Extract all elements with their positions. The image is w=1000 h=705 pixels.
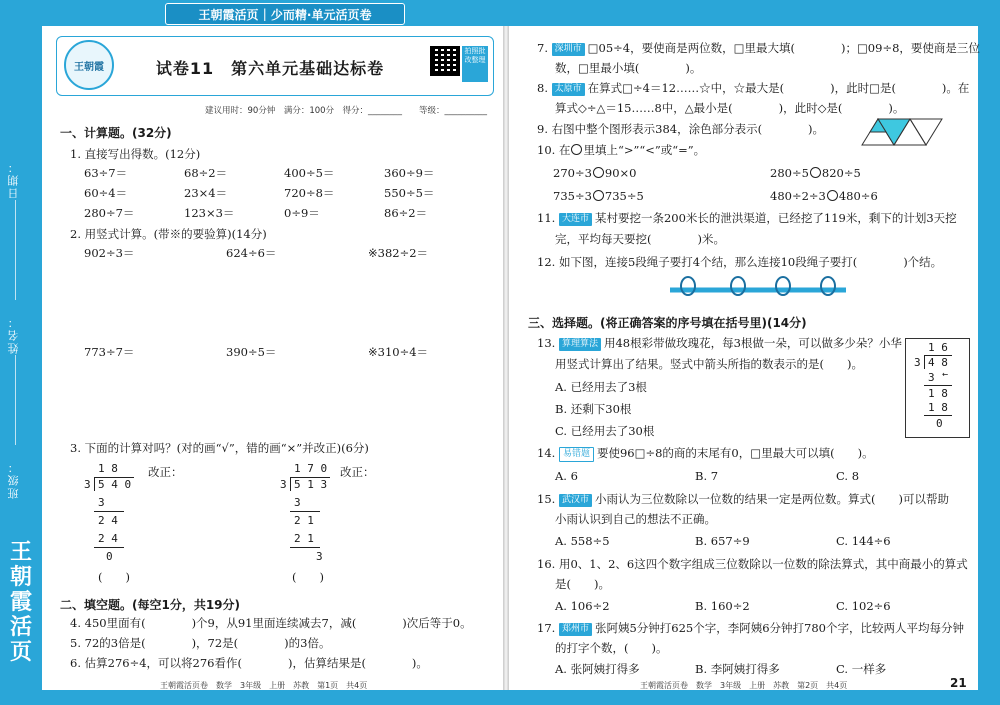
paper-title: 试卷11 第六单元基础达标卷 xyxy=(155,59,385,78)
brand-banner xyxy=(165,3,405,25)
remainder-1: 1 8 xyxy=(928,387,948,400)
q2-title: 2. 用竖式计算。(带※的要验算)(14分) xyxy=(70,227,267,241)
q1-item: 720÷8＝ xyxy=(284,186,335,200)
q2-item: ※382÷2＝ xyxy=(368,246,429,260)
q17-option-c[interactable]: C. 一样多 xyxy=(836,662,887,676)
q7-number: 7. xyxy=(537,41,548,55)
q1-item: 400÷5＝ xyxy=(284,166,335,180)
q4-text: 4. 450里面有( )个9，从91里面连续减去7，减( )次后等于0。 xyxy=(70,616,472,630)
q13-division xyxy=(905,338,970,438)
q1-item: 86÷2＝ xyxy=(384,206,428,220)
side-date-line xyxy=(15,200,16,300)
q14-line-1: 要使96□÷8的商的末尾有0，□里最大可以填( )。 xyxy=(596,446,874,460)
q8-text xyxy=(537,81,969,96)
remainder-2: 3 xyxy=(316,550,323,563)
division-line xyxy=(94,511,124,512)
triangle xyxy=(910,119,942,145)
q3-correct-label: 改正： xyxy=(148,465,183,479)
qr-label: 拍照批改整理 xyxy=(462,46,488,82)
q14-number: 14. xyxy=(537,446,556,460)
q14-option-a[interactable]: A. 6 xyxy=(555,469,578,483)
topic-tag: 易错题 xyxy=(559,447,594,462)
rope-figure xyxy=(668,272,848,302)
q16-line-1: 16. 用0、1、2、6这四个数字组成三位数除以一位数的除法算式，其中商最小的算式 xyxy=(537,557,968,571)
q9-figure xyxy=(860,117,948,147)
q14-option-b[interactable]: B. 7 xyxy=(695,469,719,483)
remainder-1: 2 1 xyxy=(294,514,314,527)
remainder-1: 2 4 xyxy=(98,514,118,527)
q14-text xyxy=(537,446,874,462)
q15-line-1: 小雨认为三位数除以一位数的结果一定是两位数。算式( )可以帮助 xyxy=(594,492,949,506)
q1-item: 23×4＝ xyxy=(184,186,228,200)
q17-option-b[interactable]: B. 李阿姨打得多 xyxy=(695,662,780,676)
remainder-2: 0 xyxy=(106,550,113,563)
subtract-1: 3 xyxy=(98,496,105,509)
footer-left: 王朝霞活页卷 数学 3年级 上册 苏教 第1页 共4页 xyxy=(160,681,368,690)
q1-title: 1. 直接写出得数。(12分) xyxy=(70,147,201,161)
q12-text: 12. 如下图，连接5段绳子要打4个结，那么连接10段绳子要打( )个结。 xyxy=(537,255,943,269)
q3-answer-blank[interactable]: ( ) xyxy=(98,570,130,584)
side-brand-char: 页 xyxy=(9,640,32,665)
q13-option-c[interactable]: C. 已经用去了30根 xyxy=(555,424,655,438)
dividend: 4 8 xyxy=(928,356,948,369)
expr: 735÷3 xyxy=(553,189,592,203)
quotient: 1 8 xyxy=(98,462,118,475)
side-brand-char: 霞 xyxy=(9,590,32,615)
q2-item: 773÷7＝ xyxy=(84,345,135,359)
q17-option-a[interactable]: A. 张阿姨打得多 xyxy=(555,662,640,676)
q16-option-b[interactable]: B. 160÷2 xyxy=(695,599,750,613)
subtract-2: 2 1 xyxy=(294,532,314,545)
circle-icon xyxy=(571,144,582,155)
topic-tag: 算理算法 xyxy=(559,338,601,351)
q2-item: ※310÷4＝ xyxy=(368,345,429,359)
expr: 480÷2÷3 xyxy=(770,189,826,203)
compare-circle[interactable] xyxy=(827,190,838,201)
q15-option-c[interactable]: C. 144÷6 xyxy=(836,534,891,548)
divisor: 3 xyxy=(84,478,91,491)
side-class-label: 班级： xyxy=(7,460,20,499)
q10-instruction: 里填上“>”“<”或“=”。 xyxy=(583,143,706,157)
expr: 280÷5 xyxy=(770,166,809,180)
brand-slogan: 少而精·单元活页卷 xyxy=(270,7,372,22)
section-2-title: 二、填空题。(每空1分，共19分) xyxy=(60,598,241,612)
quotient: 1 6 xyxy=(928,341,948,354)
q13-number: 13. xyxy=(537,336,556,350)
division-line xyxy=(924,415,952,416)
q1-item: 0÷9＝ xyxy=(284,206,320,220)
brand-name: 王朝霞活页 xyxy=(198,7,259,22)
q10-item xyxy=(770,189,878,203)
arrow-left-icon: ← xyxy=(942,369,949,380)
dividend: 5 1 3 xyxy=(294,478,328,491)
q8-number: 8. xyxy=(537,81,548,95)
q11-line-1: 某村要挖一条200米长的泄洪渠道，已经挖了119米，剩下的计划3天挖 xyxy=(594,211,957,225)
division-bar xyxy=(924,355,925,369)
region-tag: 武汉市 xyxy=(559,494,592,507)
side-date-label: 日期： xyxy=(7,160,20,199)
q14-option-c[interactable]: C. 8 xyxy=(836,469,860,483)
qr-code-icon[interactable] xyxy=(430,46,460,76)
q10-text xyxy=(537,143,705,157)
expr: 735÷5 xyxy=(604,189,644,203)
division-line xyxy=(290,511,320,512)
q3-title: 3. 下面的计算对吗？(对的画“√”，错的画“×”并改正)(6分) xyxy=(70,441,369,455)
q11-number: 11. xyxy=(537,211,556,225)
side-brand-char: 朝 xyxy=(9,565,32,590)
q13-option-a[interactable]: A. 已经用去了3根 xyxy=(555,380,647,394)
top-frame xyxy=(0,0,1000,26)
q15-option-b[interactable]: B. 657÷9 xyxy=(695,534,750,548)
brand-separator: | xyxy=(262,7,267,21)
section-1-title: 一、计算题。(32分) xyxy=(60,126,172,140)
q16-option-c[interactable]: C. 102÷6 xyxy=(836,599,891,613)
subtract-1: 3 xyxy=(294,496,301,509)
q8-line-1: 在算式□÷4＝12……☆中，☆最大是( )，此时□是( )。在 xyxy=(587,81,970,95)
side-name-label: 姓名： xyxy=(7,315,20,354)
q1-item: 60÷4＝ xyxy=(84,186,128,200)
q2-item: 390÷5＝ xyxy=(226,345,277,359)
q10-item xyxy=(770,166,861,180)
divisor: 3 xyxy=(914,356,921,369)
q17-number: 17. xyxy=(537,621,556,635)
q8-line-2: 算式◇÷△＝15……8中，△最小是( )，此时◇是( )。 xyxy=(555,101,905,115)
q16-option-a[interactable]: A. 106÷2 xyxy=(555,599,610,613)
q6-text: 6. 估算276÷4，可以将276看作( )，估算结果是( )。 xyxy=(70,656,428,670)
q1-item: 68÷2＝ xyxy=(184,166,228,180)
expr: 480÷6 xyxy=(838,189,878,203)
q13-option-b[interactable]: B. 还剩下30根 xyxy=(555,402,632,416)
q3-division-a xyxy=(84,462,144,572)
q15-text xyxy=(537,492,949,507)
q1-item: 360÷9＝ xyxy=(384,166,435,180)
division-line xyxy=(94,547,124,548)
subtract-1: 3 xyxy=(928,371,935,384)
exam-meta: 建议用时：90分钟 满分：100分 得分：________ 等级：__________ xyxy=(205,106,488,116)
q16-line-2: 是( )。 xyxy=(555,577,610,591)
side-brand-char: 王 xyxy=(9,540,32,565)
q1-item: 550÷5＝ xyxy=(384,186,435,200)
section-3-title: 三、选择题。(将正确答案的序号填在括号里)(14分) xyxy=(528,316,807,330)
region-tag: 郑州市 xyxy=(559,623,592,636)
q1-item: 63÷7＝ xyxy=(84,166,128,180)
side-brand-char: 活 xyxy=(9,615,32,640)
subtract-2: 1 8 xyxy=(928,401,948,414)
subtract-2: 2 4 xyxy=(98,532,118,545)
q7-text xyxy=(537,41,980,56)
division-bar xyxy=(290,477,291,491)
q10-item xyxy=(553,166,637,180)
region-tag: 深圳市 xyxy=(552,43,585,56)
q17-line-1: 张阿姨5分钟打625个字，李阿姨6分钟打780个字，比较两人平均每分钟 xyxy=(594,621,964,635)
q15-line-2: 小雨认识到自己的想法不正确。 xyxy=(555,512,716,526)
q13-line-2: 用竖式计算出了结果。竖式中箭头所指的数表示的是( )。 xyxy=(555,357,863,371)
quotient: 1 7 0 xyxy=(294,462,328,475)
page-number: 21 xyxy=(950,676,967,690)
q11-text xyxy=(537,211,957,226)
side-name-line xyxy=(15,355,16,445)
q10-item xyxy=(553,189,644,203)
q2-item: 902÷3＝ xyxy=(84,246,135,260)
q2-item: 624÷6＝ xyxy=(226,246,277,260)
side-brand xyxy=(2,540,40,665)
q1-item: 280÷7＝ xyxy=(84,206,135,220)
expr: 270÷3 xyxy=(553,166,592,180)
q15-number: 15. xyxy=(537,492,556,506)
q5-text: 5. 72的3倍是( )，72是( )的3倍。 xyxy=(70,636,331,650)
q17-text xyxy=(537,621,964,636)
q7-line-2: 数，□里最小填( )。 xyxy=(555,61,702,75)
footer-right: 王朝霞活页卷 数学 3年级 上册 苏教 第2页 共4页 xyxy=(640,681,848,690)
q10-number: 10. 在 xyxy=(537,143,571,157)
compare-circle[interactable] xyxy=(593,190,604,201)
expr: 90×0 xyxy=(604,166,637,180)
division-line xyxy=(924,385,952,386)
remainder-2: 0 xyxy=(936,417,943,430)
q9-text: 9. 右图中整个图形表示384，涂色部分表示( )。 xyxy=(537,122,825,136)
q13-text xyxy=(537,336,902,351)
q17-line-2: 的打字个数，( )。 xyxy=(555,641,668,655)
q13-line-1: 用48根彩带做玫瑰花，每3根做一朵，可以做多少朵？小华 xyxy=(603,336,902,350)
page-spine xyxy=(503,26,509,690)
region-tag: 大连市 xyxy=(559,213,592,226)
dividend: 5 4 0 xyxy=(98,478,132,491)
compare-circle[interactable] xyxy=(810,167,821,178)
q15-option-a[interactable]: A. 558÷5 xyxy=(555,534,610,548)
region-tag: 太原市 xyxy=(552,83,585,96)
brand-logo: 王朝霞 xyxy=(64,40,114,90)
q7-line-1: □05÷4，要使商是两位数，□里最大填( )；□09÷8，要使商是三位 xyxy=(587,41,980,55)
q1-item: 123×3＝ xyxy=(184,206,235,220)
expr: 820÷5 xyxy=(821,166,861,180)
q3-answer-blank[interactable]: ( ) xyxy=(292,570,324,584)
q3-correct-label: 改正： xyxy=(340,465,375,479)
divisor: 3 xyxy=(280,478,287,491)
compare-circle[interactable] xyxy=(593,167,604,178)
division-line xyxy=(290,547,320,548)
q11-line-2: 完，平均每天要挖( )米。 xyxy=(555,232,725,246)
division-bar xyxy=(94,477,95,491)
